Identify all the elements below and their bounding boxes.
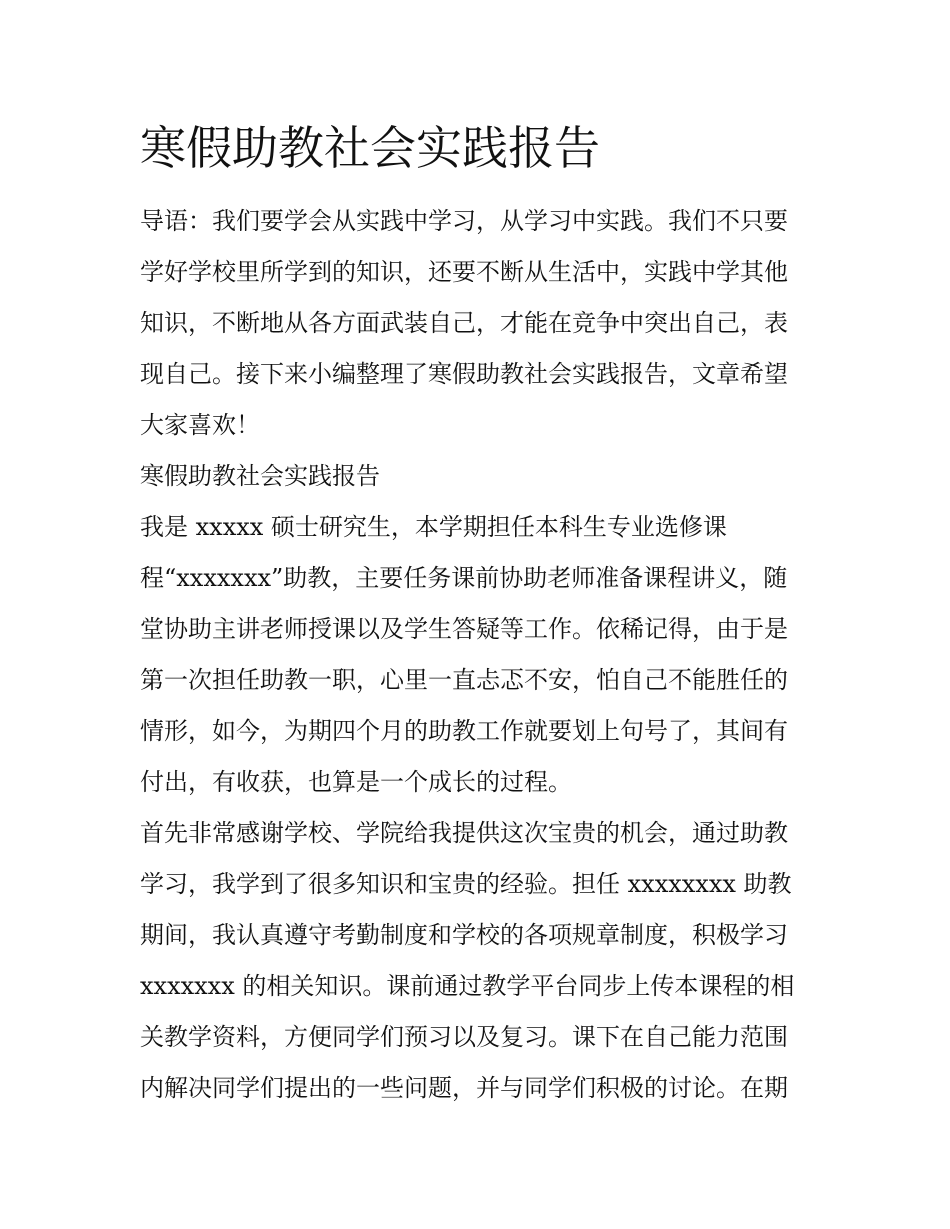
text-line: 第一次担任助教一职，心里一直忐忑不安，怕自己不能胜任的 — [140, 666, 788, 694]
text-line: 堂协助主讲老师授课以及学生答疑等工作。依稀记得，由于是 — [140, 615, 788, 643]
text-line: 学好学校里所学到的知识，还要不断从生活中，实践中学其他 — [140, 258, 788, 286]
text-line: 付出，有收获，也算是一个成长的过程。 — [140, 768, 572, 796]
text-line: 导语：我们要学会从实践中学习，从学习中实践。我们不只要 — [140, 207, 788, 235]
text-line: 内解决同学们提出的一些问题，并与同学们积极的讨论。在期 — [140, 1074, 788, 1102]
text-line: xxxxxxx 的相关知识。课前通过教学平台同步上传本课程的相 — [140, 972, 795, 1000]
text-line: 程“xxxxxxx”助教，主要任务课前协助老师准备课程讲义，随 — [140, 564, 788, 592]
text-line: 关教学资料，方便同学们预习以及复习。课下在自己能力范围 — [140, 1023, 788, 1051]
text-line: 情形，如今，为期四个月的助教工作就要划上句号了，其间有 — [140, 717, 788, 745]
document-title: 寒假助教社会实践报告 — [140, 121, 600, 175]
text-line: 大家喜欢！ — [140, 411, 260, 439]
text-line: 期间，我认真遵守考勤制度和学校的各项规章制度，积极学习 — [140, 921, 788, 949]
text-line: 首先非常感谢学校、学院给我提供这次宝贵的机会，通过助教 — [140, 819, 788, 847]
section-heading: 寒假助教社会实践报告 — [140, 462, 380, 490]
text-line: 我是 xxxxx 硕士研究生，本学期担任本科生专业选修课 — [140, 513, 727, 541]
text-line: 知识，不断地从各方面武装自己，才能在竞争中突出自己，表 — [140, 309, 788, 337]
text-line: 学习，我学到了很多知识和宝贵的经验。担任 xxxxxxxx 助教 — [140, 870, 792, 898]
text-line: 现自己。接下来小编整理了寒假助教社会实践报告，文章希望 — [140, 360, 788, 388]
